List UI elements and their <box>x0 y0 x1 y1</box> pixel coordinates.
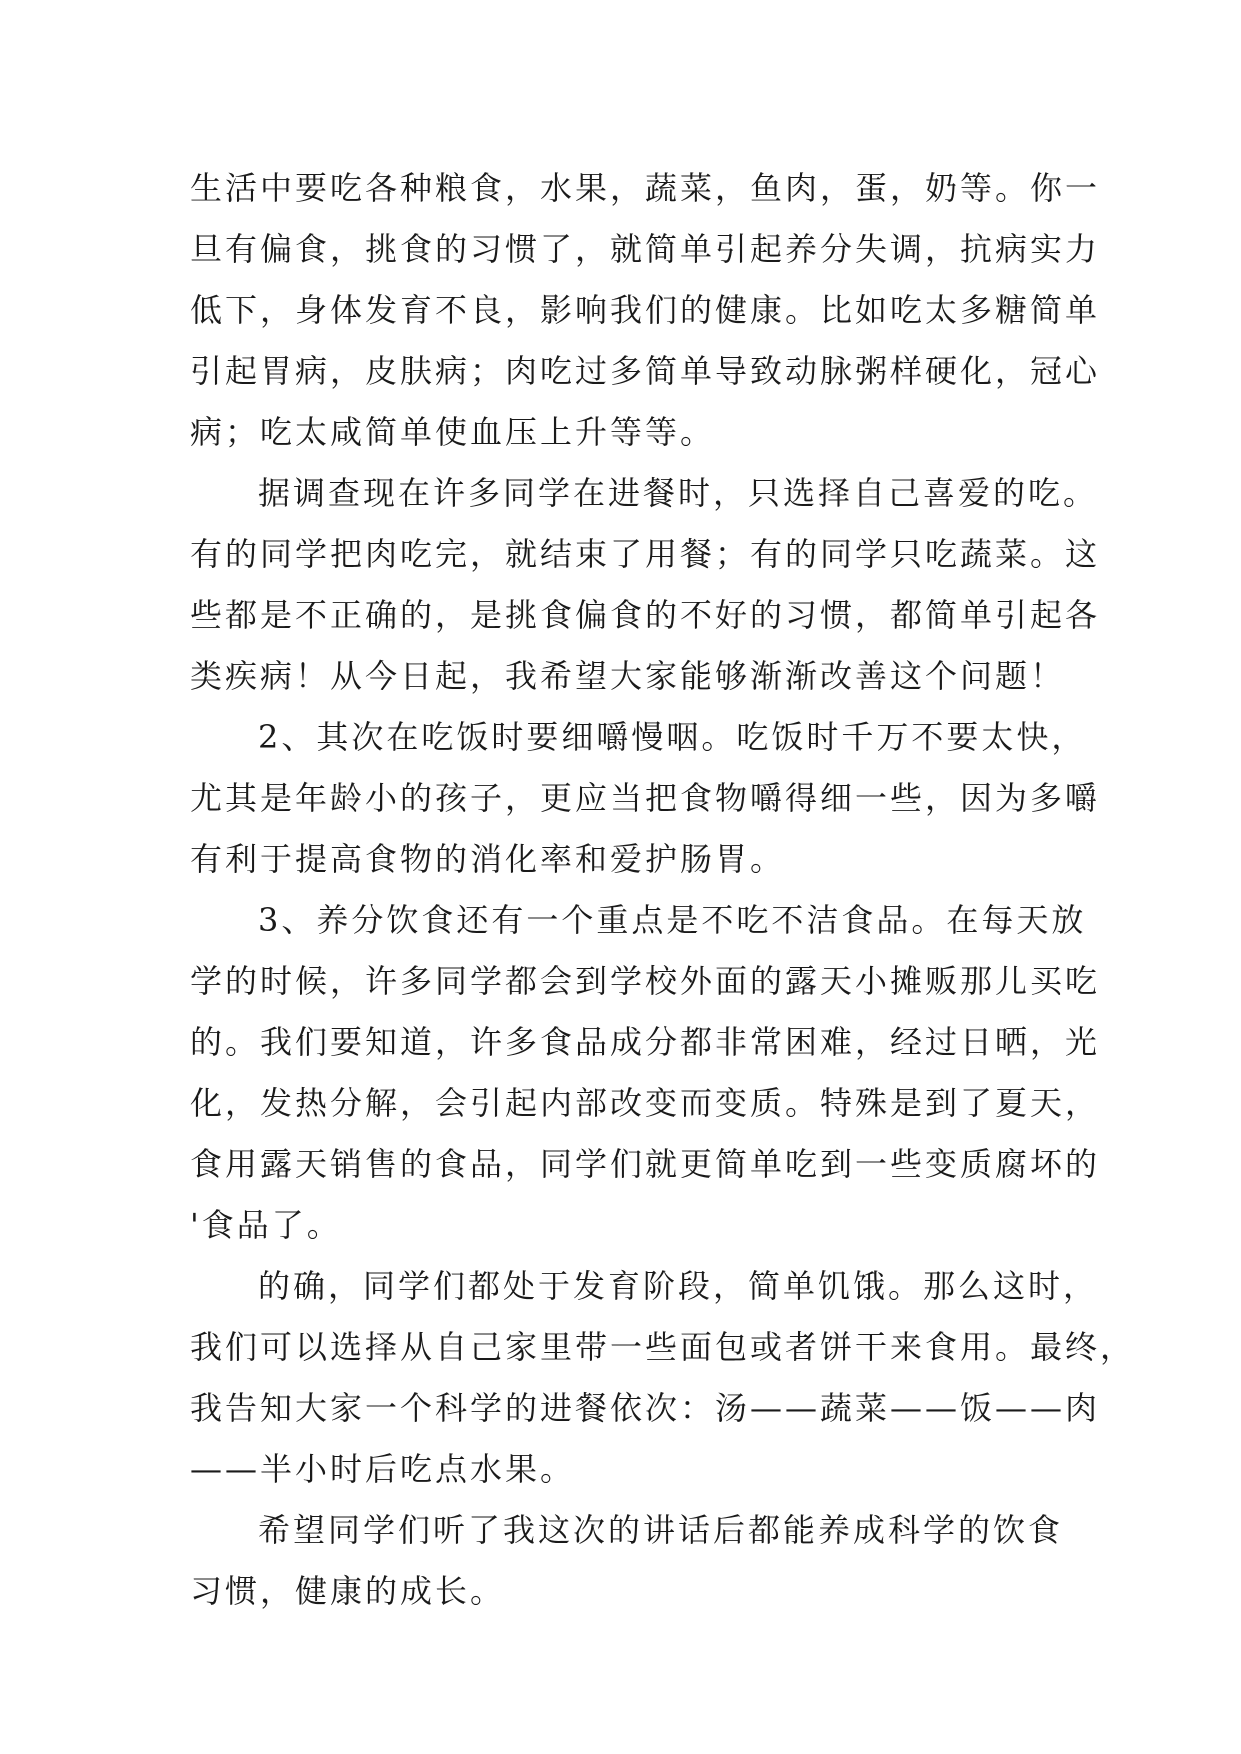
text-line: 习惯，健康的成长。 <box>190 1572 506 1610</box>
text-line: 类疾病！从今日起，我希望大家能够渐渐改善这个问题！ <box>190 657 1066 695</box>
text-line: 旦有偏食，挑食的习惯了，就简单引起养分失调，抗病实力 <box>190 230 1101 268</box>
text-line: 有的同学把肉吃完，就结束了用餐；有的同学只吃蔬菜。这 <box>190 535 1101 573</box>
text-line: 病；吃太咸简单使血压上升等等。 <box>190 413 716 451</box>
text-line: 食用露天销售的食品，同学们就更简单吃到一些变质腐坏的 <box>190 1145 1101 1183</box>
document-body <box>190 158 1136 1622</box>
text-line: 我们可以选择从自己家里带一些面包或者饼干来食用。最终， <box>190 1328 1136 1366</box>
text-line: '食品了。 <box>190 1206 342 1244</box>
text-line: 的确，同学们都处于发育阶段，简单饥饿。那么这时， <box>258 1267 1099 1305</box>
text-line: 引起胃病，皮肤病；肉吃过多简单导致动脉粥样硬化，冠心 <box>190 352 1101 390</box>
text-line: 化，发热分解，会引起内部改变而变质。特殊是到了夏天， <box>190 1084 1101 1122</box>
text-line: 希望同学们听了我这次的讲话后都能养成科学的饮食 <box>258 1511 1064 1549</box>
text-line: 据调查现在许多同学在进餐时，只选择自己喜爱的吃。 <box>258 474 1099 512</box>
text-line: ——半小时后吃点水果。 <box>190 1450 576 1488</box>
text-line: 的。我们要知道，许多食品成分都非常困难，经过日晒，光 <box>190 1023 1101 1061</box>
text-line: 学的时候，许多同学都会到学校外面的露天小摊贩那儿买吃 <box>190 962 1101 1000</box>
text-line: 生活中要吃各种粮食，水果，蔬菜，鱼肉，蛋，奶等。你一 <box>190 169 1101 207</box>
text-line: 有利于提高食物的消化率和爱护肠胃。 <box>190 840 786 878</box>
text-line: 尤其是年龄小的孩子，更应当把食物嚼得细一些，因为多嚼 <box>190 779 1101 817</box>
text-line: 些都是不正确的，是挑食偏食的不好的习惯，都简单引起各 <box>190 596 1101 634</box>
text-line: 我告知大家一个科学的进餐依次：汤——蔬菜——饭——肉 <box>190 1389 1101 1427</box>
text-line: 3、养分饮食还有一个重点是不吃不洁食品。在每天放 <box>258 901 1087 939</box>
text-line: 低下，身体发育不良，影响我们的健康。比如吃太多糖简单 <box>190 291 1101 329</box>
text-line: 2、其次在吃饭时要细嚼慢咽。吃饭时千万不要太快， <box>258 718 1087 756</box>
